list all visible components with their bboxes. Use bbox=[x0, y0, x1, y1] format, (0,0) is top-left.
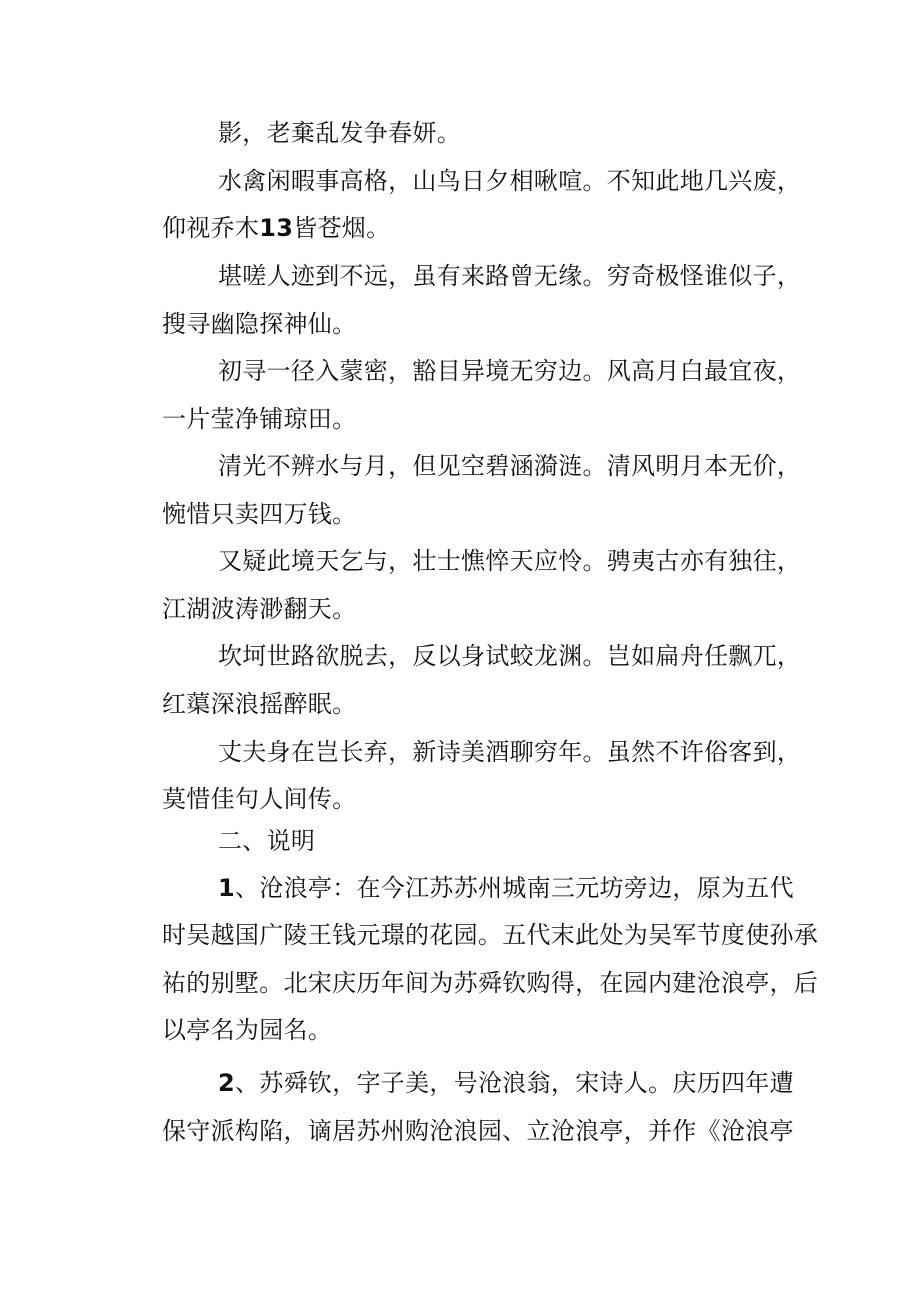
poem-line: 红蕖深浪摇醉眠。 bbox=[162, 690, 357, 718]
note-text: 、苏舜钦，字子美，号沧浪翁，宋诗人。庆历四年遭 bbox=[235, 1069, 794, 1097]
note-line: 祐的别墅。北宋庆历年间为苏舜钦购得，在园内建沧浪亭，后 bbox=[162, 969, 819, 997]
poem-line-prefix: 仰视乔木 bbox=[162, 214, 260, 242]
poem-line bbox=[162, 213, 390, 243]
poem-line-suffix: 皆苍烟。 bbox=[293, 214, 391, 242]
poem-line: 丈夫身在岂长弃，新诗美酒聊穷年。虽然不许俗客到， bbox=[218, 738, 802, 766]
poem-line: 惋惜只卖四万钱。 bbox=[162, 500, 357, 528]
footnote-marker: 13 bbox=[259, 214, 294, 242]
poem-line: 水禽闲暇事高格，山鸟日夕相啾喧。不知此地几兴废， bbox=[218, 167, 802, 195]
note-line: 时吴越国广陵王钱元璟的花园。五代末此处为吴军节度使孙承 bbox=[162, 921, 819, 949]
note-line bbox=[218, 873, 794, 903]
note-number: 1 bbox=[218, 874, 235, 902]
poem-line: 又疑此境天乞与，壮士憔悴天应怜。骋夷古亦有独往， bbox=[218, 547, 802, 575]
note-number: 2 bbox=[218, 1069, 235, 1097]
note-line: 以亭名为园名。 bbox=[162, 1016, 333, 1044]
poem-line: 清光不辨水与月，但见空碧涵漪涟。清风明月本无价， bbox=[218, 452, 802, 480]
poem-line: 坎坷世路欲脱去，反以身试蛟龙渊。岂如扁舟任飘兀， bbox=[218, 642, 802, 670]
poem-line: 江湖波涛渺翻天。 bbox=[162, 595, 357, 623]
note-line: 保守派构陷，谪居苏州购沧浪园、立沧浪亭，并作《沧浪亭 bbox=[162, 1117, 794, 1145]
note-line bbox=[218, 1068, 794, 1098]
note-text: 、沧浪亭：在今江苏苏州城南三元坊旁边，原为五代 bbox=[235, 874, 794, 902]
section-heading: 二、说明 bbox=[218, 827, 316, 855]
poem-line: 搜寻幽隐探神仙。 bbox=[162, 310, 357, 338]
poem-line: 一片莹净铺琼田。 bbox=[162, 405, 357, 433]
poem-line: 堪嗟人迹到不远，虽有来路曾无缘。穷奇极怪谁似子， bbox=[218, 262, 802, 290]
poem-line: 影，老棄乱发争春妍。 bbox=[218, 119, 461, 147]
poem-line: 初寻一径入蒙密，豁目异境无穷边。风高月白最宜夜， bbox=[218, 357, 802, 385]
poem-line: 莫惜佳句人间传。 bbox=[162, 785, 357, 813]
